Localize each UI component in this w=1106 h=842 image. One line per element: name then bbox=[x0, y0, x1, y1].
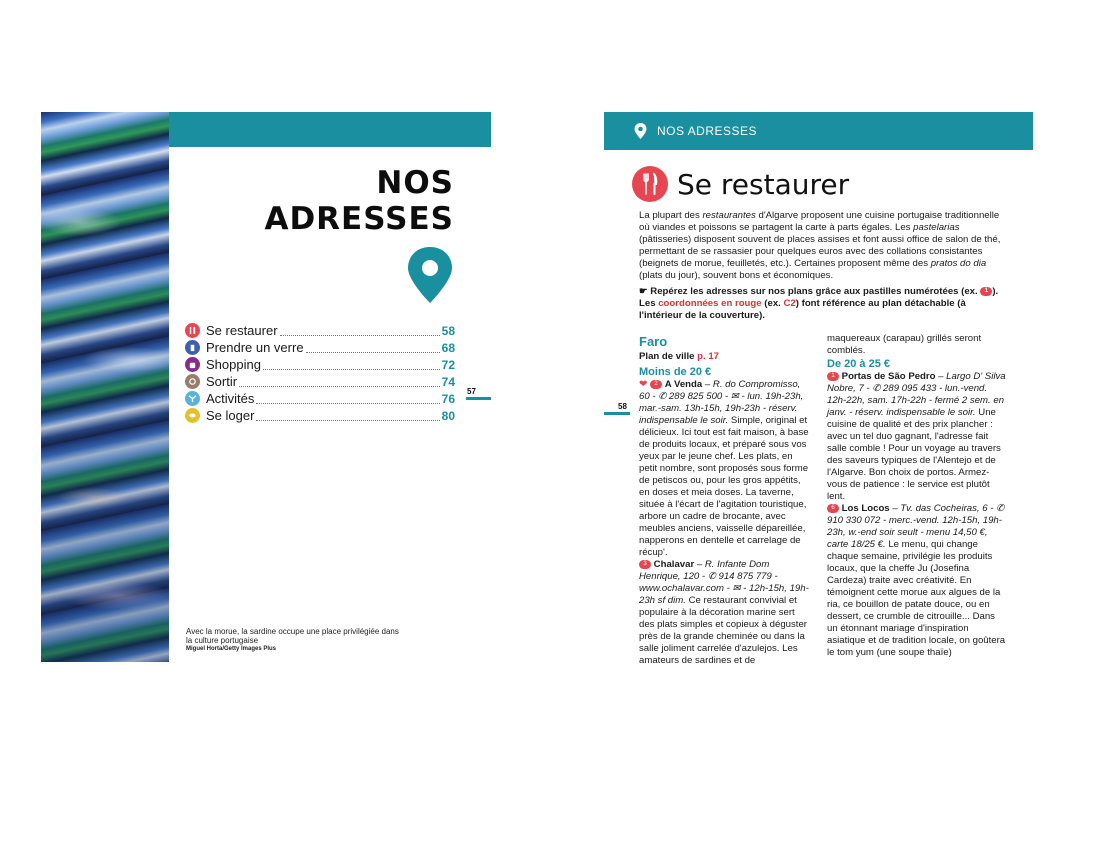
map-pill: 2 bbox=[650, 380, 662, 389]
toc-item-prendre-un-verre[interactable] bbox=[185, 339, 455, 356]
pointer-icon: ☛ bbox=[639, 286, 651, 297]
fork-knife-icon bbox=[185, 323, 200, 338]
restaurant-entry bbox=[639, 379, 811, 559]
plan-label: Plan de ville bbox=[639, 351, 698, 362]
intro-text: (pâtisseries) disposent souvent de places assises et font aussi office de salon de thé, permettant de se rassasier pour quelques euros avec des collations consistantes (beignets de morue, feuilletés, etc.). Certaines proposent même des bbox=[639, 234, 1001, 269]
note-text: ). bbox=[992, 286, 999, 297]
toc-item-activites[interactable] bbox=[185, 390, 455, 407]
toc-item-shopping[interactable] bbox=[185, 356, 455, 373]
map-pin-icon bbox=[405, 245, 455, 305]
page-number-left: 57 bbox=[467, 387, 476, 396]
note-highlight: C2 bbox=[783, 298, 796, 309]
caption-text: Avec la morue, la sardine occupe une place privilégiée dans la culture portugaise bbox=[186, 627, 399, 645]
restaurant-info: – R. do Compromisso, 60 - ✆ 289 825 500 - ✉ - lun. 19h-23h, mar.-sam. 13h-15h, 19h-23h - réserv. indispensable le soir. bbox=[639, 379, 804, 426]
restaurant-name: A Venda bbox=[664, 379, 703, 390]
restaurant-entry bbox=[827, 503, 1007, 659]
photo-credit: Miguel Horta/Getty Images Plus bbox=[186, 646, 277, 652]
chapter-title-line2: ADRESSES bbox=[264, 201, 454, 237]
intro-text: d'Algarve proposent une cuisine portugaise traditionnelle où viandes et poissons se partagent la carte à parts égales. Les bbox=[639, 210, 1000, 233]
listing-column-2 bbox=[827, 333, 1007, 659]
folio-bar-left bbox=[466, 397, 491, 400]
drink-icon bbox=[185, 340, 200, 355]
bed-icon bbox=[185, 408, 200, 423]
restaurant-description: Ce restaurant convivial et populaire à la décoration marine sert des plats simples et copieux à déguster près de la grande cheminée ou dans la salle joliment carrelée d'azulejos. Les amateurs de sardines et de bbox=[639, 595, 807, 666]
toc-label: Se restaurer bbox=[206, 323, 278, 338]
toc-page: 74 bbox=[441, 374, 455, 389]
toc-leader bbox=[239, 377, 440, 387]
intro-text: (plats du jour), souvent bons et économiques. bbox=[639, 270, 834, 281]
toc-page: 68 bbox=[441, 340, 455, 355]
chapter-title bbox=[200, 165, 454, 237]
price-heading: Moins de 20 € bbox=[639, 366, 712, 378]
plan-page: p. 17 bbox=[697, 351, 719, 362]
restaurant-description: Le menu, qui change chaque semaine, privilégie les produits locaux, que la cheffe Ju (Josefina Cardeza) traite avec créativité. En témoignent cette morue aux algues de la ria, ce bouillon de patate douce, ou en dessert, ce crumble de citrouille... Dans un étonnant mariage d'inspiration asiatique et de tradition locale, on goûtera le tom yum (une soupe thaïe) bbox=[827, 539, 1006, 658]
page-number-right: 58 bbox=[618, 402, 627, 411]
photo-caption bbox=[186, 627, 406, 654]
price-heading: De 20 à 25 € bbox=[827, 358, 890, 370]
restaurant-info: – Tv. das Cocheiras, 6 - ✆ 910 330 072 - merc.-vend. 12h-15h, 19h-23h, w.-end soir seult - menu 14,50 €, carte 18/25 €. bbox=[827, 503, 1005, 550]
intro-text: La plupart des bbox=[639, 210, 703, 221]
toc-page: 76 bbox=[441, 391, 455, 406]
intro-term: restaurantes bbox=[702, 210, 756, 221]
restaurant-name: Chalavar bbox=[653, 559, 695, 570]
note-text: Repérez les adresses sur nos plans grâce aux pastilles numérotées (ex. bbox=[650, 286, 981, 297]
restaurant-name: Los Locos bbox=[841, 503, 890, 514]
listing-column-1 bbox=[639, 333, 811, 667]
intro-term: pratos do dia bbox=[930, 258, 987, 269]
left-header-bar bbox=[169, 112, 491, 147]
restaurant-info: – R. Infante Dom Henrique, 120 - ✆ 914 875 779 - www.ochalavar.com - ✉ - 12h-15h, 19h-23h sf dim. bbox=[639, 559, 809, 606]
toc-leader bbox=[306, 343, 440, 353]
toc-leader bbox=[256, 394, 439, 404]
mackerel-photo bbox=[41, 112, 169, 662]
toc-label: Activités bbox=[206, 391, 255, 406]
music-icon bbox=[185, 374, 200, 389]
section-heading bbox=[632, 166, 849, 202]
toc-page: 72 bbox=[441, 357, 455, 372]
section-title: Se restaurer bbox=[677, 167, 850, 201]
toc-label: Prendre un verre bbox=[206, 340, 304, 355]
chapter-title-line1: NOS bbox=[376, 165, 454, 201]
entry-continuation: maquereaux (carapau) grillés seront comblés. bbox=[827, 333, 982, 356]
note-highlight: coordonnées en rouge bbox=[658, 298, 762, 309]
restaurant-name: Portas de São Pedro bbox=[841, 371, 936, 382]
map-pill: 3 bbox=[639, 560, 651, 569]
map-pin-icon bbox=[634, 123, 647, 139]
restaurant-description: Simple, original et délicieux. Ici tout est fait maison, à base de produits locaux, et préparé sous vos yeux par le jeune chef. Les plats, en petit nombre, sont proposés sous forme de petiscos ou, pour les gros appétits, en doses et meia doses. La taverne, située à l'écart de l'agitation touristique, arbore un cadre de brocante, avec meubles anciens, vaisselle dépareillée, napperons en dentelle et carrelage de récup'. bbox=[639, 415, 809, 558]
shopping-bag-icon bbox=[185, 357, 200, 372]
toc-page: 80 bbox=[441, 408, 455, 423]
restaurant-info: – Largo D' Silva Nobre, 7 - ✆ 289 095 433 - lun.-vend. 12h-22h, sam. 17h-22h - fermé 2 sem. en janv. - réserv. indispensable le soir. bbox=[827, 371, 1006, 418]
toc-item-se-restaurer[interactable] bbox=[185, 322, 455, 339]
map-pill: 6 bbox=[827, 504, 839, 513]
toc-label: Shopping bbox=[206, 357, 261, 372]
intro-term: pastelarias bbox=[913, 222, 960, 233]
toc-leader bbox=[280, 326, 440, 336]
toc-leader bbox=[256, 411, 439, 421]
table-of-contents bbox=[185, 322, 455, 424]
folio-bar-right bbox=[604, 412, 630, 415]
section-breadcrumb: NOS ADRESSES bbox=[657, 124, 758, 138]
city-map-ref[interactable] bbox=[639, 350, 811, 363]
toc-label: Sortir bbox=[206, 374, 238, 389]
note-text: (ex. bbox=[761, 298, 784, 309]
toc-item-se-loger[interactable] bbox=[185, 407, 455, 424]
toc-item-sortir[interactable] bbox=[185, 373, 455, 390]
toc-leader bbox=[263, 360, 440, 370]
note-text: ) font référence au plan détachable (à l'intérieur de la couverture). bbox=[639, 298, 966, 321]
restaurant-description: Une cuisine de qualité et des prix plancher : avec un tel duo gagnant, l'adresse fait salle comble ! Pour un voyage au travers des saveurs typiques de l'Alentejo et de l'Algarve. Bon choix de portos. Armez-vous de patience : le service est plutôt lent. bbox=[827, 407, 1001, 502]
intro-paragraph bbox=[639, 210, 1009, 282]
note-text: Les bbox=[639, 298, 659, 309]
heart-icon: ❤ bbox=[639, 379, 648, 390]
toc-label: Se loger bbox=[206, 408, 255, 423]
toc-page: 58 bbox=[441, 323, 455, 338]
restaurant-entry bbox=[639, 559, 811, 667]
right-header-bar bbox=[604, 112, 1033, 150]
restaurant-entry bbox=[827, 371, 1007, 503]
example-pill: 1 bbox=[980, 287, 992, 296]
map-note bbox=[639, 286, 1009, 322]
city-heading: Faro bbox=[639, 334, 668, 349]
activity-icon bbox=[185, 391, 200, 406]
map-pill: 1 bbox=[827, 372, 839, 381]
fork-knife-icon bbox=[632, 166, 668, 202]
